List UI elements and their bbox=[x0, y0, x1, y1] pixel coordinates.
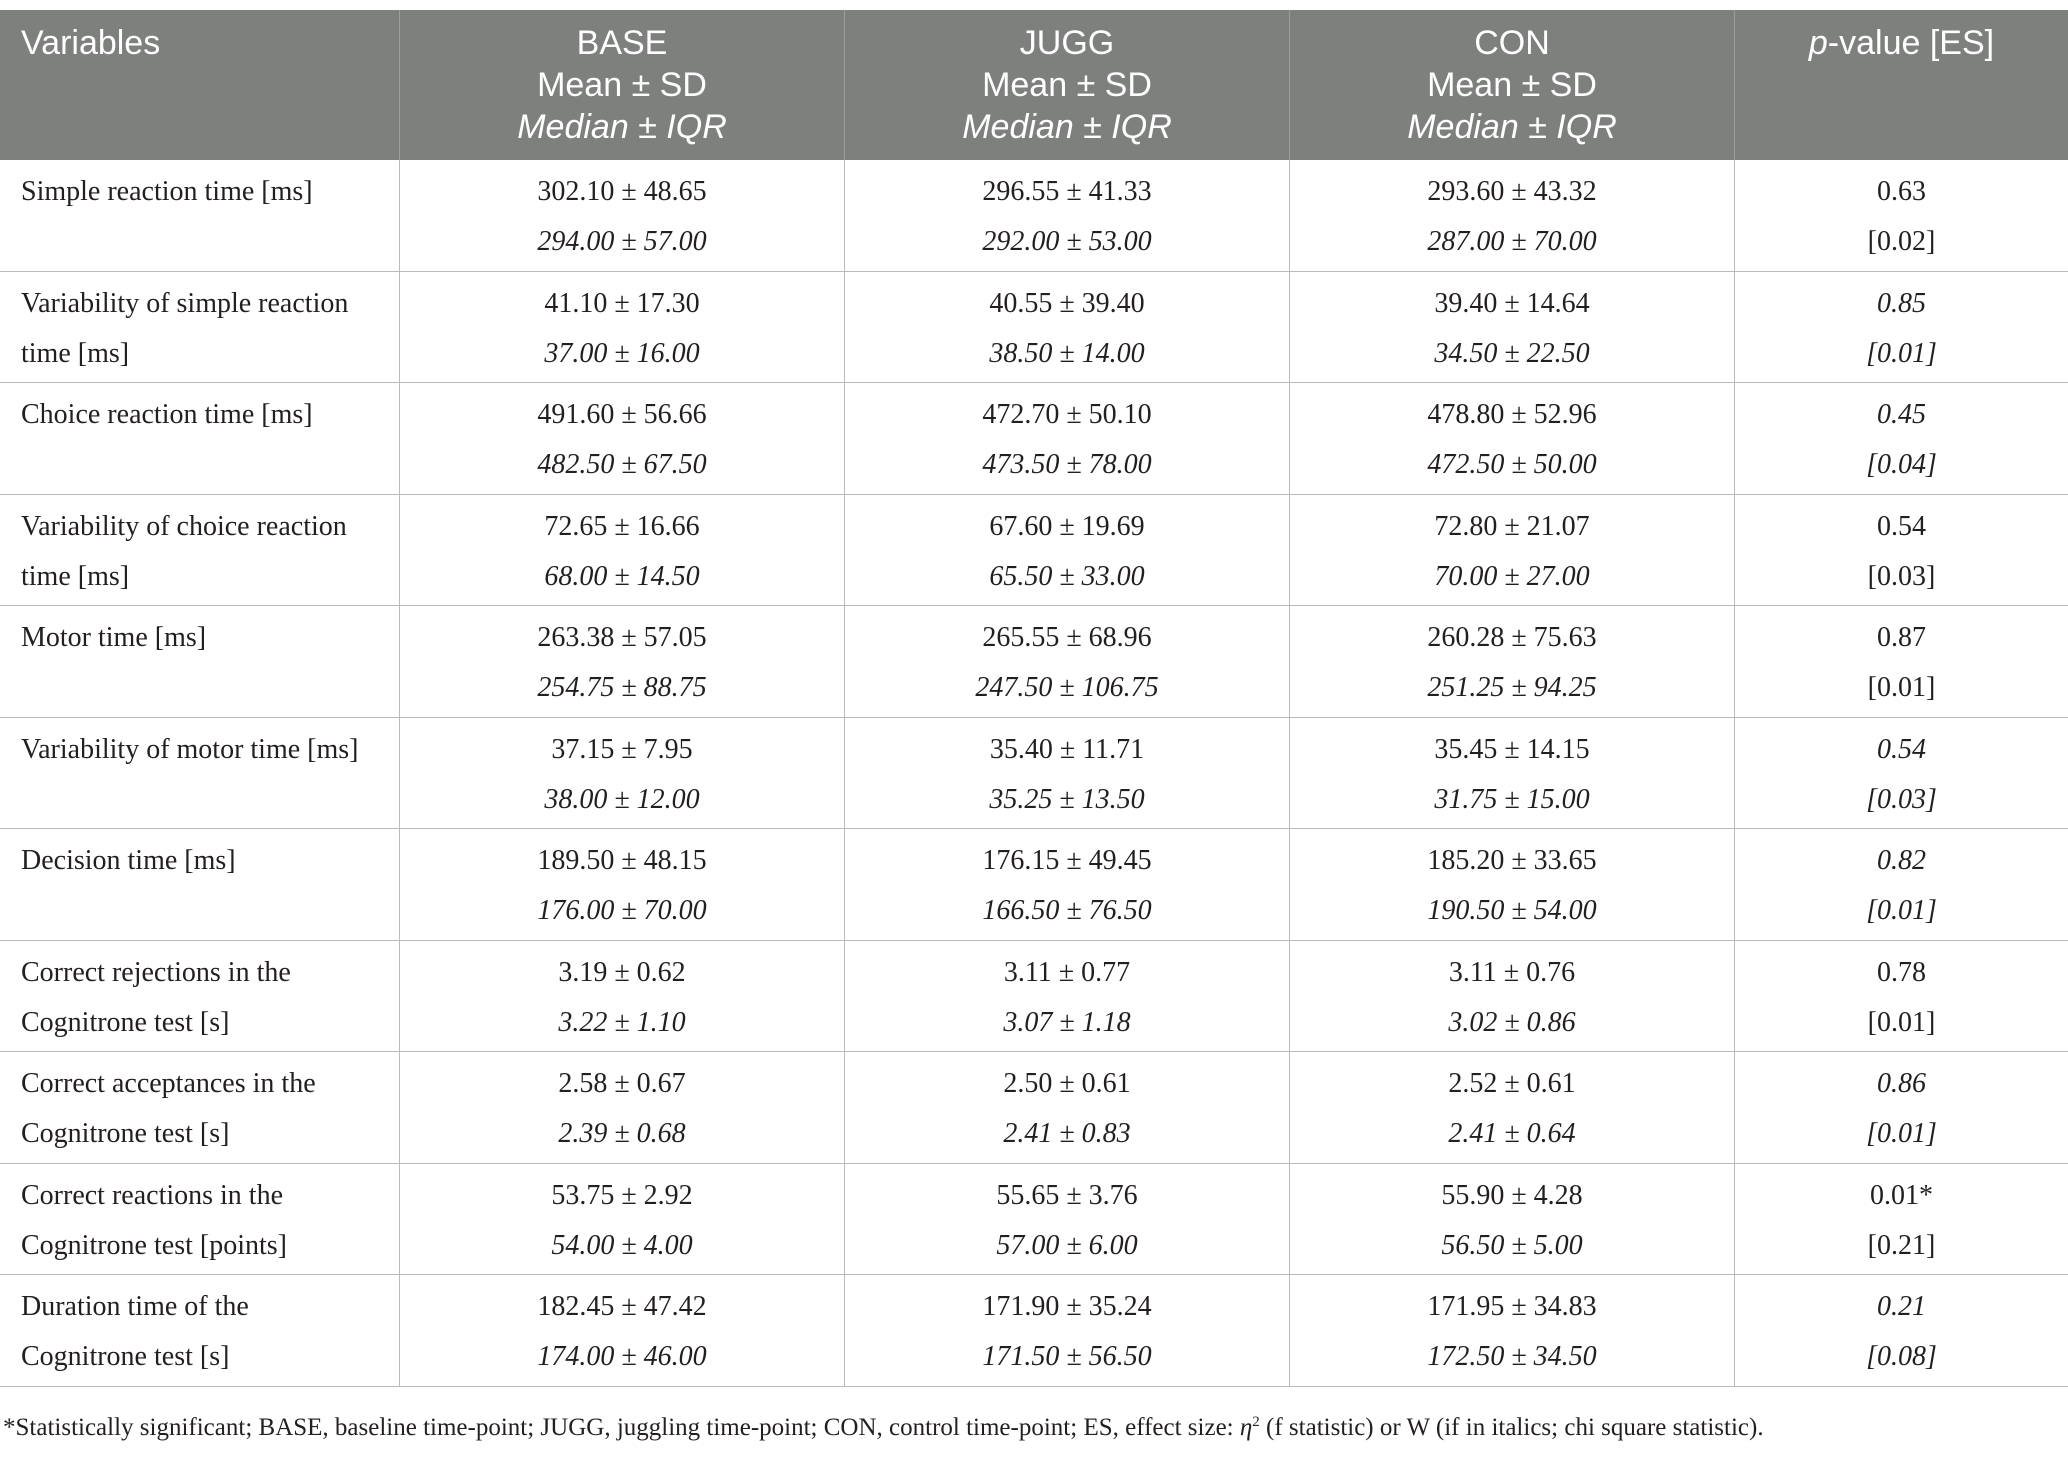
row-label-cell bbox=[0, 718, 400, 829]
base-cell bbox=[400, 829, 845, 940]
header-median-iqr-label: Median ± IQR bbox=[962, 108, 1172, 146]
con-cell bbox=[1290, 383, 1735, 494]
header-base bbox=[400, 10, 845, 160]
header-pvalue bbox=[1735, 10, 2068, 160]
table-row bbox=[0, 495, 2068, 607]
row-label-line: Simple reaction time [ms] bbox=[21, 176, 313, 207]
header-con bbox=[1290, 10, 1735, 160]
base-cell bbox=[400, 941, 845, 1052]
row-label-line: Variability of motor time [ms] bbox=[21, 733, 359, 765]
jugg-cell bbox=[845, 272, 1290, 383]
header-group-name: CON bbox=[1474, 24, 1550, 62]
mean-sd-value: 3.11 ± 0.77 bbox=[1003, 956, 1131, 988]
mean-sd-value: 293.60 ± 43.32 bbox=[1427, 176, 1597, 207]
mean-sd-value: 2.58 ± 0.67 bbox=[558, 1068, 686, 1099]
median-iqr-value: 57.00 ± 6.00 bbox=[996, 1229, 1138, 1261]
row-label-line: time [ms] bbox=[21, 337, 130, 369]
pvalue-cell bbox=[1735, 941, 2068, 1052]
mean-sd-value: 72.80 ± 21.07 bbox=[1434, 510, 1590, 542]
pvalue-cell bbox=[1735, 495, 2068, 606]
mean-sd-value: 39.40 ± 14.64 bbox=[1434, 287, 1590, 319]
median-iqr-value: 254.75 ± 88.75 bbox=[537, 672, 707, 703]
table-row bbox=[0, 1164, 2068, 1276]
mean-sd-value: 263.38 ± 57.05 bbox=[537, 622, 707, 653]
header-mean-sd-label: Mean ± SD bbox=[982, 66, 1152, 104]
mean-sd-value: 3.11 ± 0.76 bbox=[1448, 956, 1576, 988]
median-iqr-value: 70.00 ± 27.00 bbox=[1434, 560, 1590, 592]
table-row bbox=[0, 829, 2068, 941]
mean-sd-value: 260.28 ± 75.63 bbox=[1427, 622, 1597, 653]
median-iqr-value: 166.50 ± 76.50 bbox=[982, 895, 1152, 926]
row-label-cell bbox=[0, 272, 400, 383]
effect-size-value: [0.01] bbox=[1867, 1006, 1936, 1038]
median-iqr-value: 473.50 ± 78.00 bbox=[982, 449, 1152, 480]
median-iqr-value: 38.50 ± 14.00 bbox=[989, 337, 1145, 369]
results-table bbox=[0, 10, 2068, 1387]
base-cell bbox=[400, 383, 845, 494]
header-median-iqr-label: Median ± IQR bbox=[517, 108, 727, 146]
jugg-cell bbox=[845, 941, 1290, 1052]
p-value: 0.78 bbox=[1877, 956, 1926, 988]
base-cell bbox=[400, 718, 845, 829]
p-value: 0.54 bbox=[1877, 510, 1926, 542]
row-label-line: Cognitrone test [s] bbox=[21, 1118, 230, 1149]
mean-sd-value: 171.90 ± 35.24 bbox=[982, 1291, 1152, 1322]
p-value: 0.82 bbox=[1877, 845, 1926, 876]
mean-sd-value: 472.70 ± 50.10 bbox=[982, 399, 1152, 430]
mean-sd-value: 491.60 ± 56.66 bbox=[537, 399, 707, 430]
con-cell bbox=[1290, 272, 1735, 383]
base-cell bbox=[400, 495, 845, 606]
effect-size-value: [0.04] bbox=[1866, 449, 1937, 480]
row-label-line: Correct rejections in the bbox=[21, 956, 291, 988]
mean-sd-value: 185.20 ± 33.65 bbox=[1427, 845, 1597, 876]
jugg-cell bbox=[845, 606, 1290, 717]
median-iqr-value: 2.41 ± 0.83 bbox=[1003, 1118, 1131, 1149]
median-iqr-value: 2.39 ± 0.68 bbox=[558, 1118, 686, 1149]
effect-size-value: [0.01] bbox=[1867, 672, 1936, 703]
jugg-cell bbox=[845, 1052, 1290, 1163]
effect-size-value: [0.01] bbox=[1866, 895, 1937, 926]
p-value: 0.86 bbox=[1877, 1068, 1926, 1099]
base-cell bbox=[400, 1275, 845, 1386]
mean-sd-value: 176.15 ± 49.45 bbox=[982, 845, 1152, 876]
jugg-cell bbox=[845, 383, 1290, 494]
median-iqr-value: 68.00 ± 14.50 bbox=[544, 560, 700, 592]
jugg-cell bbox=[845, 495, 1290, 606]
row-label-cell bbox=[0, 606, 400, 717]
median-iqr-value: 31.75 ± 15.00 bbox=[1434, 783, 1590, 815]
median-iqr-value: 176.00 ± 70.00 bbox=[537, 895, 707, 926]
jugg-cell bbox=[845, 1275, 1290, 1386]
con-cell bbox=[1290, 495, 1735, 606]
row-label-line: Correct reactions in the bbox=[21, 1179, 284, 1211]
mean-sd-value: 2.52 ± 0.61 bbox=[1448, 1068, 1576, 1099]
median-iqr-value: 482.50 ± 67.50 bbox=[537, 449, 707, 480]
mean-sd-value: 302.10 ± 48.65 bbox=[537, 176, 707, 207]
mean-sd-value: 3.19 ± 0.62 bbox=[558, 956, 686, 988]
median-iqr-value: 251.25 ± 94.25 bbox=[1427, 672, 1597, 703]
row-label-cell bbox=[0, 1052, 400, 1163]
row-label-cell bbox=[0, 1164, 400, 1275]
effect-size-value: [0.03] bbox=[1866, 783, 1937, 815]
table-row bbox=[0, 1275, 2068, 1387]
mean-sd-value: 40.55 ± 39.40 bbox=[989, 287, 1145, 319]
header-variables bbox=[0, 10, 400, 160]
effect-size-value: [0.08] bbox=[1866, 1341, 1937, 1372]
con-cell bbox=[1290, 1164, 1735, 1275]
row-label-cell bbox=[0, 160, 400, 271]
con-cell bbox=[1290, 941, 1735, 1052]
median-iqr-value: 3.22 ± 1.10 bbox=[558, 1006, 686, 1038]
pvalue-cell bbox=[1735, 606, 2068, 717]
con-cell bbox=[1290, 1052, 1735, 1163]
mean-sd-value: 478.80 ± 52.96 bbox=[1427, 399, 1597, 430]
row-label-line: Cognitrone test [points] bbox=[21, 1229, 287, 1261]
mean-sd-value: 182.45 ± 47.42 bbox=[537, 1291, 707, 1322]
header-pvalue-p: p bbox=[1808, 24, 1828, 62]
con-cell bbox=[1290, 1275, 1735, 1386]
header-mean-sd-label: Mean ± SD bbox=[537, 66, 707, 104]
table-row bbox=[0, 1052, 2068, 1164]
con-cell bbox=[1290, 829, 1735, 940]
median-iqr-value: 472.50 ± 50.00 bbox=[1427, 449, 1597, 480]
p-value: 0.87 bbox=[1877, 622, 1926, 653]
row-label-line: Motor time [ms] bbox=[21, 622, 207, 653]
base-cell bbox=[400, 606, 845, 717]
footnote-text-end: (f statistic) or W (if in italics; chi square statistic). bbox=[1259, 1414, 1764, 1441]
median-iqr-value: 2.41 ± 0.64 bbox=[1448, 1118, 1576, 1149]
row-label-cell bbox=[0, 941, 400, 1052]
table-row bbox=[0, 272, 2068, 384]
p-value: 0.54 bbox=[1877, 733, 1926, 765]
row-label-line: Cognitrone test [s] bbox=[21, 1341, 230, 1372]
row-label-cell bbox=[0, 495, 400, 606]
p-value: 0.21 bbox=[1877, 1291, 1926, 1322]
effect-size-value: [0.01] bbox=[1866, 1118, 1937, 1149]
row-label-cell bbox=[0, 383, 400, 494]
row-label-line: Decision time [ms] bbox=[21, 845, 236, 876]
median-iqr-value: 65.50 ± 33.00 bbox=[989, 560, 1145, 592]
table-row bbox=[0, 383, 2068, 495]
row-label-line: Duration time of the bbox=[21, 1291, 249, 1322]
effect-size-value: [0.02] bbox=[1867, 226, 1936, 257]
pvalue-cell bbox=[1735, 1164, 2068, 1275]
mean-sd-value: 37.15 ± 7.95 bbox=[551, 733, 693, 765]
median-iqr-value: 35.25 ± 13.50 bbox=[989, 783, 1145, 815]
median-iqr-value: 190.50 ± 54.00 bbox=[1427, 895, 1597, 926]
mean-sd-value: 41.10 ± 17.30 bbox=[544, 287, 700, 319]
jugg-cell bbox=[845, 1164, 1290, 1275]
jugg-cell bbox=[845, 718, 1290, 829]
jugg-cell bbox=[845, 160, 1290, 271]
mean-sd-value: 296.55 ± 41.33 bbox=[982, 176, 1152, 207]
mean-sd-value: 35.45 ± 14.15 bbox=[1434, 733, 1590, 765]
mean-sd-value: 189.50 ± 48.15 bbox=[537, 845, 707, 876]
header-group-name: BASE bbox=[576, 24, 668, 62]
median-iqr-value: 54.00 ± 4.00 bbox=[551, 1229, 693, 1261]
table-row bbox=[0, 941, 2068, 1053]
header-pvalue-rest: -value [ES] bbox=[1827, 24, 1995, 62]
mean-sd-value: 55.90 ± 4.28 bbox=[1441, 1179, 1583, 1211]
table-row bbox=[0, 160, 2068, 272]
footnote-text: *Statistically significant; BASE, baseline time-point; JUGG, juggling time-point; CON, control time-point; ES, effect size: bbox=[3, 1414, 1240, 1441]
median-iqr-value: 174.00 ± 46.00 bbox=[537, 1341, 707, 1372]
base-cell bbox=[400, 1052, 845, 1163]
median-iqr-value: 247.50 ± 106.75 bbox=[975, 672, 1159, 703]
row-label-line: Cognitrone test [s] bbox=[21, 1006, 230, 1038]
pvalue-cell bbox=[1735, 272, 2068, 383]
con-cell bbox=[1290, 606, 1735, 717]
table-header bbox=[0, 10, 2068, 160]
median-iqr-value: 294.00 ± 57.00 bbox=[537, 226, 707, 257]
pvalue-cell bbox=[1735, 1275, 2068, 1386]
median-iqr-value: 171.50 ± 56.50 bbox=[982, 1341, 1152, 1372]
mean-sd-value: 265.55 ± 68.96 bbox=[982, 622, 1152, 653]
row-label-cell bbox=[0, 829, 400, 940]
footnote-eta-symbol: η bbox=[1239, 1414, 1253, 1441]
pvalue-cell bbox=[1735, 829, 2068, 940]
median-iqr-value: 172.50 ± 34.50 bbox=[1427, 1341, 1597, 1372]
row-label-line: Variability of choice reaction bbox=[21, 510, 347, 542]
pvalue-cell bbox=[1735, 383, 2068, 494]
table-body bbox=[0, 160, 2068, 1387]
mean-sd-value: 35.40 ± 11.71 bbox=[989, 733, 1145, 765]
row-label-line: Choice reaction time [ms] bbox=[21, 399, 313, 430]
effect-size-value: [0.01] bbox=[1866, 337, 1937, 369]
jugg-cell bbox=[845, 829, 1290, 940]
con-cell bbox=[1290, 160, 1735, 271]
mean-sd-value: 171.95 ± 34.83 bbox=[1427, 1291, 1597, 1322]
median-iqr-value: 3.02 ± 0.86 bbox=[1448, 1006, 1576, 1038]
footnote-superscript: 2 bbox=[1252, 1414, 1260, 1430]
mean-sd-value: 72.65 ± 16.66 bbox=[544, 510, 700, 542]
header-median-iqr-label: Median ± IQR bbox=[1407, 108, 1617, 146]
table-row bbox=[0, 606, 2068, 718]
row-label-line: Correct acceptances in the bbox=[21, 1068, 316, 1099]
p-value: 0.85 bbox=[1877, 287, 1926, 319]
mean-sd-value: 67.60 ± 19.69 bbox=[989, 510, 1145, 542]
median-iqr-value: 292.00 ± 53.00 bbox=[982, 226, 1152, 257]
base-cell bbox=[400, 1164, 845, 1275]
median-iqr-value: 56.50 ± 5.00 bbox=[1441, 1229, 1583, 1261]
mean-sd-value: 2.50 ± 0.61 bbox=[1003, 1068, 1131, 1099]
pvalue-cell bbox=[1735, 1052, 2068, 1163]
median-iqr-value: 37.00 ± 16.00 bbox=[544, 337, 700, 369]
pvalue-cell bbox=[1735, 718, 2068, 829]
p-value: 0.01* bbox=[1870, 1179, 1933, 1211]
header-mean-sd-label: Mean ± SD bbox=[1427, 66, 1597, 104]
mean-sd-value: 55.65 ± 3.76 bbox=[996, 1179, 1138, 1211]
header-group-name: JUGG bbox=[1019, 24, 1115, 62]
row-label-cell bbox=[0, 1275, 400, 1386]
header-variables-label: Variables bbox=[21, 24, 161, 62]
base-cell bbox=[400, 160, 845, 271]
median-iqr-value: 3.07 ± 1.18 bbox=[1003, 1006, 1131, 1038]
p-value: 0.45 bbox=[1877, 399, 1926, 430]
median-iqr-value: 287.00 ± 70.00 bbox=[1427, 226, 1597, 257]
table-row bbox=[0, 718, 2068, 830]
base-cell bbox=[400, 272, 845, 383]
effect-size-value: [0.21] bbox=[1867, 1229, 1936, 1261]
row-label-line: time [ms] bbox=[21, 560, 130, 592]
con-cell bbox=[1290, 718, 1735, 829]
mean-sd-value: 53.75 ± 2.92 bbox=[551, 1179, 693, 1211]
pvalue-cell bbox=[1735, 160, 2068, 271]
effect-size-value: [0.03] bbox=[1867, 560, 1936, 592]
median-iqr-value: 34.50 ± 22.50 bbox=[1434, 337, 1590, 369]
p-value: 0.63 bbox=[1877, 176, 1926, 207]
header-jugg bbox=[845, 10, 1290, 160]
row-label-line: Variability of simple reaction bbox=[21, 287, 349, 319]
table-footnote bbox=[3, 1413, 2063, 1443]
median-iqr-value: 38.00 ± 12.00 bbox=[544, 783, 700, 815]
